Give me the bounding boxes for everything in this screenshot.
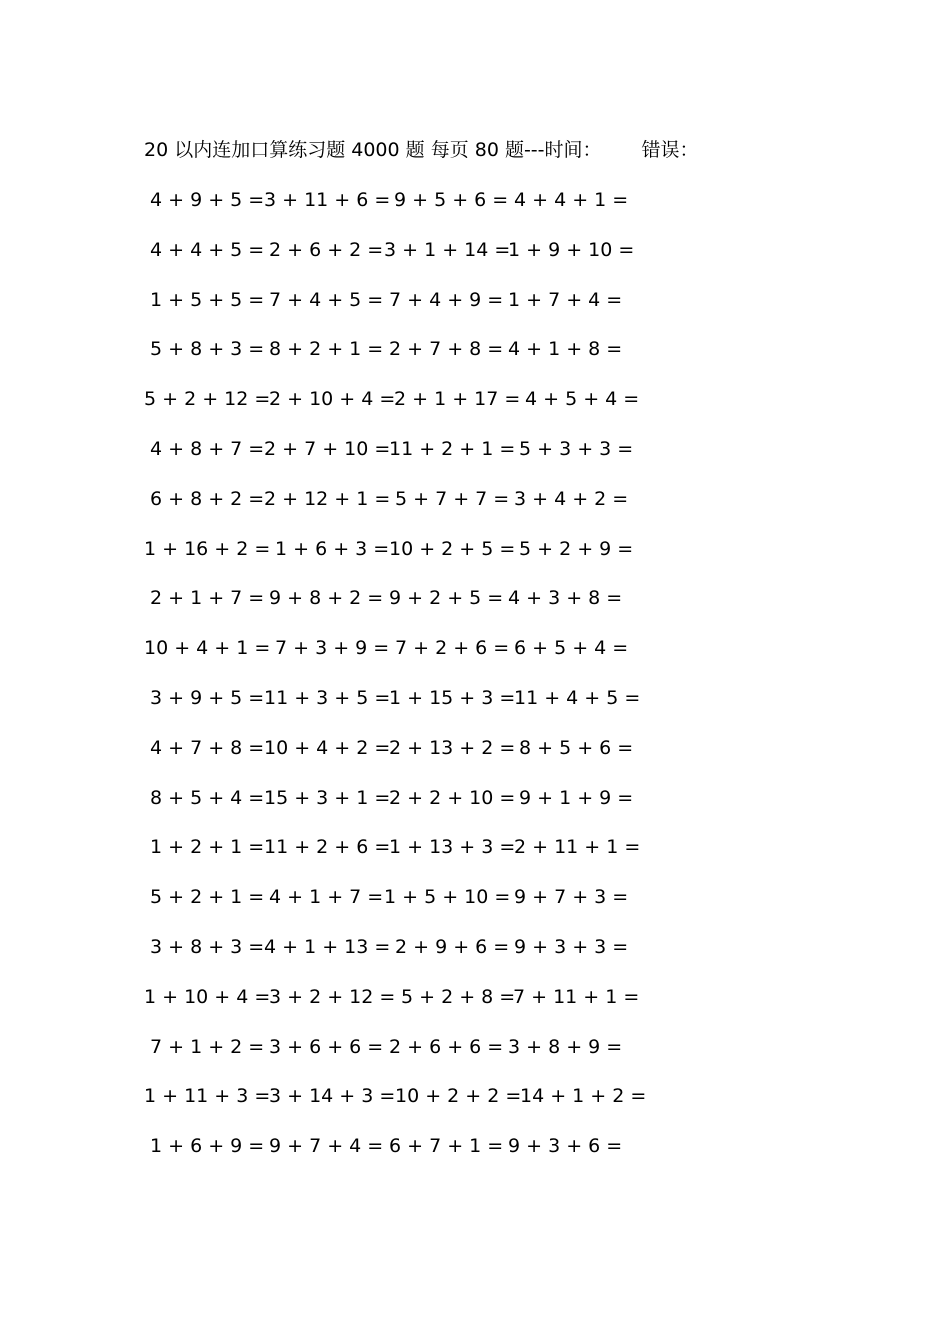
problem-11-1: 3 + 9 + 5 =: [150, 687, 265, 709]
problem-7-3: 5 + 7 + 7 =: [395, 488, 510, 510]
problem-5-3: 2 + 1 + 17 =: [394, 388, 521, 410]
problem-18-3: 2 + 6 + 6 =: [389, 1036, 504, 1058]
problem-15-3: 1 + 5 + 10 =: [384, 886, 511, 908]
problem-1-4: 4 + 4 + 1 =: [514, 189, 629, 211]
problem-1-2: 3 + 11 + 6 =: [264, 189, 391, 211]
title-text: 20 以内连加口算练习题 4000 题 每页 80 题---时间：: [144, 139, 602, 161]
problem-5-4: 4 + 5 + 4 =: [525, 388, 640, 410]
problem-18-1: 7 + 1 + 2 =: [150, 1036, 265, 1058]
problem-8-1: 1 + 16 + 2 =: [144, 538, 271, 560]
problem-7-2: 2 + 12 + 1 =: [264, 488, 391, 510]
problem-2-1: 4 + 4 + 5 =: [150, 239, 265, 261]
problem-8-3: 10 + 2 + 5 =: [389, 538, 516, 560]
problem-16-1: 3 + 8 + 3 =: [150, 936, 265, 958]
problem-20-4: 9 + 3 + 6 =: [508, 1135, 623, 1157]
problem-15-1: 5 + 2 + 1 =: [150, 886, 265, 908]
problem-12-2: 10 + 4 + 2 =: [264, 737, 391, 759]
problem-14-3: 1 + 13 + 3 =: [389, 836, 516, 858]
problem-3-2: 7 + 4 + 5 =: [269, 289, 384, 311]
problem-11-4: 11 + 4 + 5 =: [514, 687, 641, 709]
problem-4-4: 4 + 1 + 8 =: [508, 338, 623, 360]
problem-2-4: 1 + 9 + 10 =: [508, 239, 635, 261]
problem-19-1: 1 + 11 + 3 =: [144, 1085, 271, 1107]
problem-3-3: 7 + 4 + 9 =: [389, 289, 504, 311]
problem-10-3: 7 + 2 + 6 =: [395, 637, 510, 659]
problem-17-1: 1 + 10 + 4 =: [144, 986, 271, 1008]
problem-13-1: 8 + 5 + 4 =: [150, 787, 265, 809]
problem-13-4: 9 + 1 + 9 =: [519, 787, 634, 809]
problem-4-2: 8 + 2 + 1 =: [269, 338, 384, 360]
problem-6-3: 11 + 2 + 1 =: [389, 438, 516, 460]
problem-2-3: 3 + 1 + 14 =: [384, 239, 511, 261]
problem-8-4: 5 + 2 + 9 =: [519, 538, 634, 560]
problem-16-2: 4 + 1 + 13 =: [264, 936, 391, 958]
problem-19-4: 14 + 1 + 2 =: [520, 1085, 647, 1107]
problem-16-3: 2 + 9 + 6 =: [395, 936, 510, 958]
problem-9-1: 2 + 1 + 7 =: [150, 587, 265, 609]
problem-12-4: 8 + 5 + 6 =: [519, 737, 634, 759]
problem-14-1: 1 + 2 + 1 =: [150, 836, 265, 858]
problem-3-1: 1 + 5 + 5 =: [150, 289, 265, 311]
problem-7-1: 6 + 8 + 2 =: [150, 488, 265, 510]
problem-16-4: 9 + 3 + 3 =: [514, 936, 629, 958]
problem-6-1: 4 + 8 + 7 =: [150, 438, 265, 460]
problem-10-1: 10 + 4 + 1 =: [144, 637, 271, 659]
problem-10-2: 7 + 3 + 9 =: [275, 637, 390, 659]
problem-1-3: 9 + 5 + 6 =: [394, 189, 509, 211]
problem-9-2: 9 + 8 + 2 =: [269, 587, 384, 609]
problem-12-1: 4 + 7 + 8 =: [150, 737, 265, 759]
problem-2-2: 2 + 6 + 2 =: [269, 239, 384, 261]
problem-14-4: 2 + 11 + 1 =: [514, 836, 641, 858]
problem-17-3: 5 + 2 + 8 =: [401, 986, 516, 1008]
problem-13-2: 15 + 3 + 1 =: [264, 787, 391, 809]
problem-3-4: 1 + 7 + 4 =: [508, 289, 623, 311]
problem-17-4: 7 + 11 + 1 =: [513, 986, 640, 1008]
problem-11-3: 1 + 15 + 3 =: [389, 687, 516, 709]
problem-4-1: 5 + 8 + 3 =: [150, 338, 265, 360]
problem-17-2: 3 + 2 + 12 =: [269, 986, 396, 1008]
problem-19-3: 10 + 2 + 2 =: [395, 1085, 522, 1107]
problem-10-4: 6 + 5 + 4 =: [514, 637, 629, 659]
problem-12-3: 2 + 13 + 2 =: [389, 737, 516, 759]
problem-5-1: 5 + 2 + 12 =: [144, 388, 271, 410]
problem-4-3: 2 + 7 + 8 =: [389, 338, 504, 360]
problem-20-3: 6 + 7 + 1 =: [389, 1135, 504, 1157]
problem-5-2: 2 + 10 + 4 =: [269, 388, 396, 410]
problem-20-2: 9 + 7 + 4 =: [269, 1135, 384, 1157]
problem-15-4: 9 + 7 + 3 =: [514, 886, 629, 908]
problem-8-2: 1 + 6 + 3 =: [275, 538, 390, 560]
problem-19-2: 3 + 14 + 3 =: [269, 1085, 396, 1107]
problem-11-2: 11 + 3 + 5 =: [264, 687, 391, 709]
problem-9-4: 4 + 3 + 8 =: [508, 587, 623, 609]
problem-14-2: 11 + 2 + 6 =: [264, 836, 391, 858]
problem-15-2: 4 + 1 + 7 =: [269, 886, 384, 908]
problem-9-3: 9 + 2 + 5 =: [389, 587, 504, 609]
problem-18-2: 3 + 6 + 6 =: [269, 1036, 384, 1058]
errors-label: 错误：: [641, 139, 699, 161]
problem-6-2: 2 + 7 + 10 =: [264, 438, 391, 460]
problem-18-4: 3 + 8 + 9 =: [508, 1036, 623, 1058]
problem-6-4: 5 + 3 + 3 =: [519, 438, 634, 460]
problem-13-3: 2 + 2 + 10 =: [389, 787, 516, 809]
problem-1-1: 4 + 9 + 5 =: [150, 189, 265, 211]
problem-20-1: 1 + 6 + 9 =: [150, 1135, 265, 1157]
problem-7-4: 3 + 4 + 2 =: [514, 488, 629, 510]
